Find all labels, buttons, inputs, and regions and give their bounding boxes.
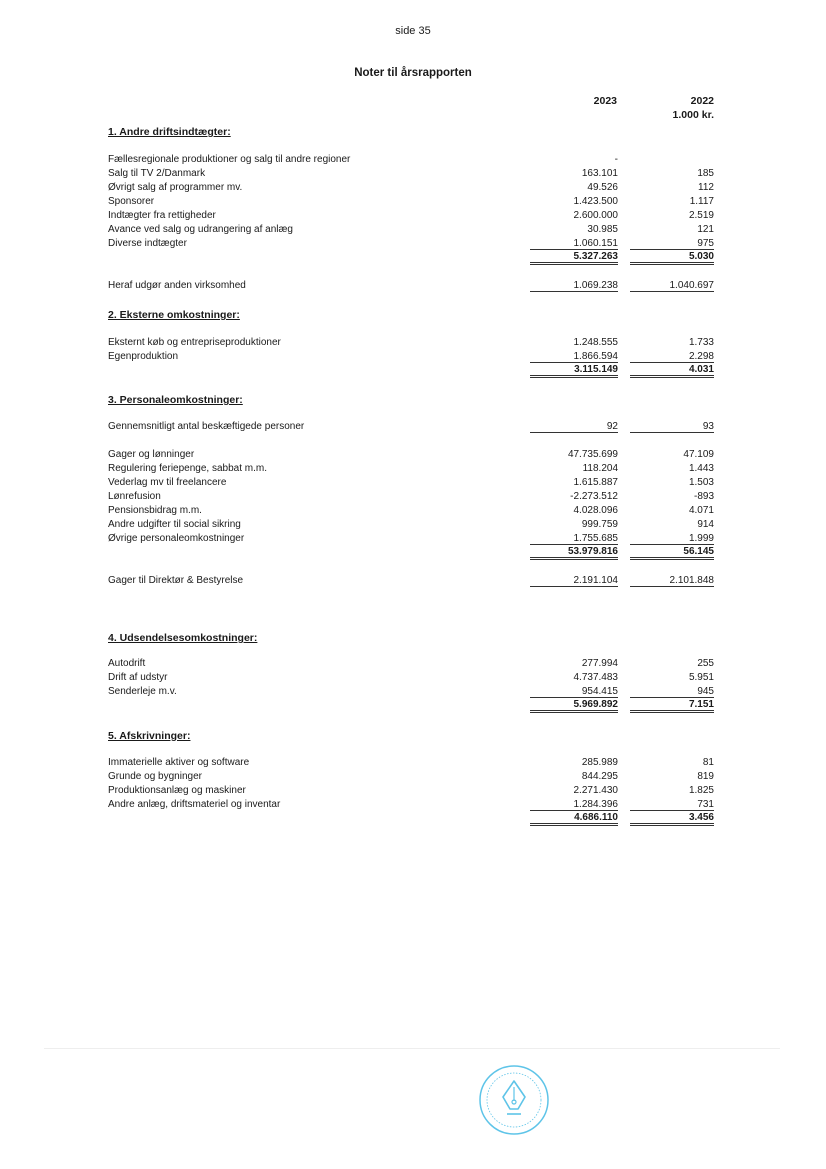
note-3-heading: 3. Personaleomkostninger: bbox=[108, 394, 243, 406]
note-2-heading: 2. Eksterne omkostninger: bbox=[108, 309, 240, 321]
seal-nib-hole bbox=[512, 1100, 516, 1104]
note-5-heading: 5. Afskrivninger: bbox=[108, 730, 191, 742]
note-4-heading: 4. Udsendelsesomkostninger: bbox=[108, 632, 258, 644]
footer-divider bbox=[44, 1048, 780, 1049]
column-unit-2022: 1.000 kr. bbox=[672, 109, 714, 121]
page-title: Noter til årsrapporten bbox=[354, 67, 472, 79]
column-header-2023: 2023 bbox=[593, 95, 617, 107]
page-number: side 35 bbox=[395, 25, 431, 37]
signing-seal-icon bbox=[477, 1063, 551, 1137]
note-1-heading: 1. Andre driftsindtægter: bbox=[108, 126, 231, 138]
column-header-2022: 2022 bbox=[690, 95, 714, 107]
